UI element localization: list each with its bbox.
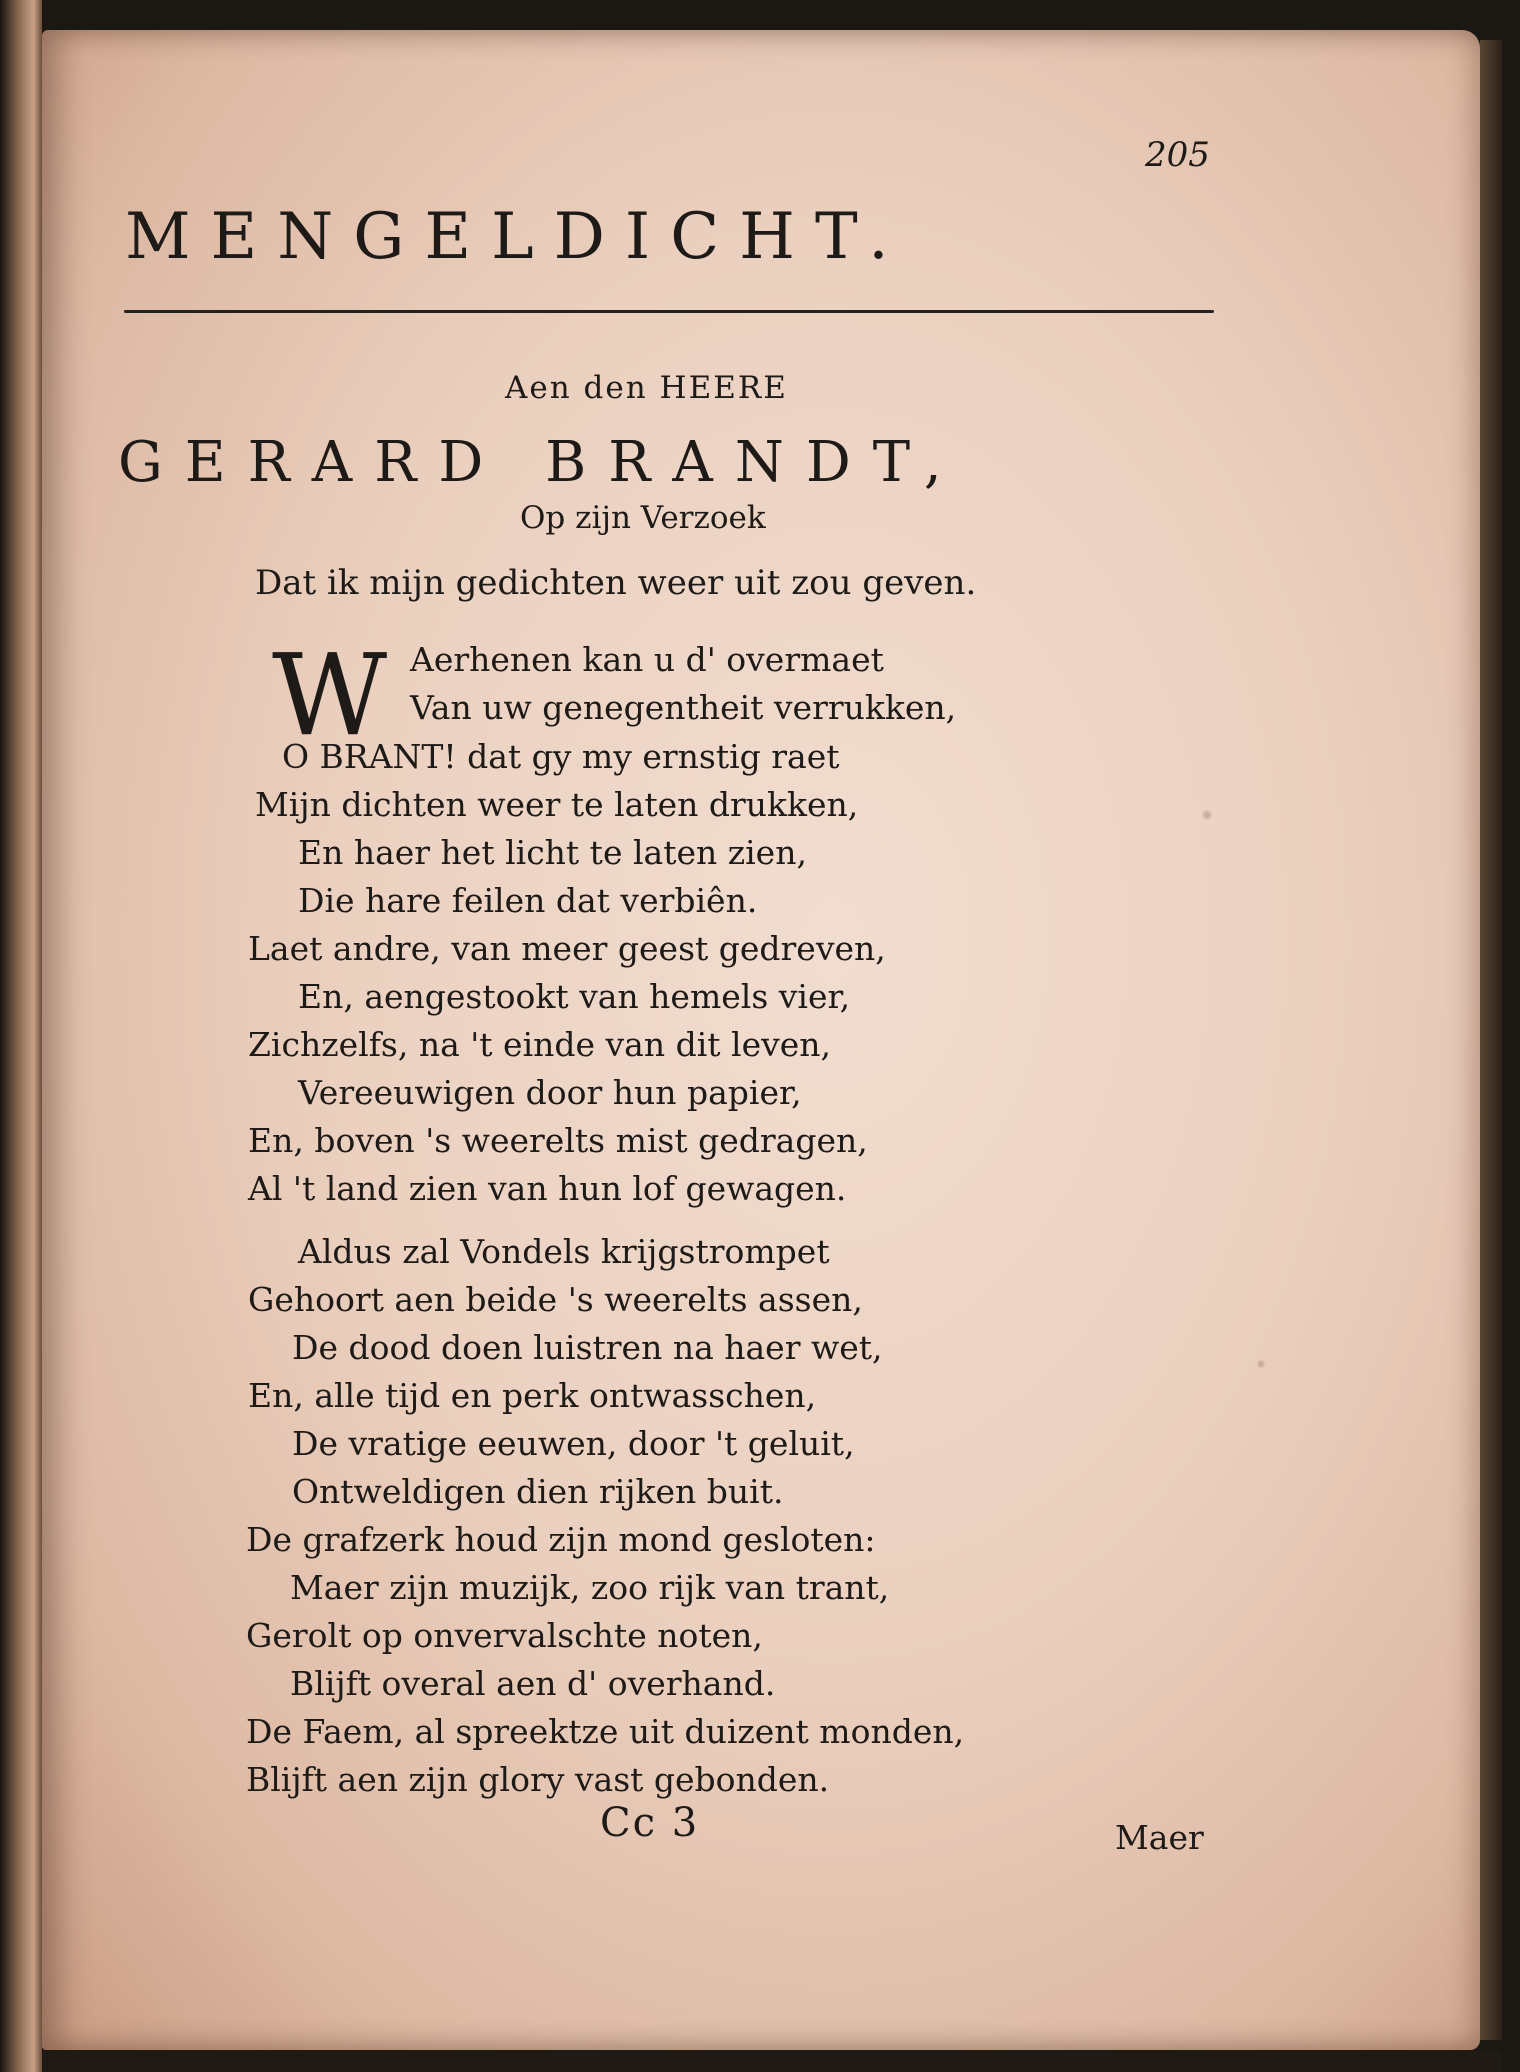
poem-line: Die hare feilen dat verbiên. [298,881,758,920]
signature-mark: Cc 3 [600,1800,700,1846]
poem-line: Blijft overal aen d' overhand. [290,1664,776,1703]
poem-line: En haer het licht te laten zien, [298,833,807,872]
poem-line: En, aengestookt van hemels vier, [298,977,851,1016]
poem-line: Van uw genegentheit verrukken, [410,688,957,727]
poem-line: Aldus zal Vondels krijgstrompet [298,1232,830,1271]
poem-line: Laet andre, van meer geest gedreven, [248,929,886,968]
poem-line: De Faem, al spreektze uit duizent monden, [246,1712,965,1751]
header-rule [124,310,1214,313]
poem-line: De grafzerk houd zijn mond gesloten: [246,1520,876,1559]
poem-line: Gehoort aen beide 's weerelts assen, [248,1280,863,1319]
subtitle-line-1: Op zijn Verzoek [520,500,766,536]
poem-line: En, boven 's weerelts mist gedragen, [248,1121,868,1160]
catchword: Maer [1115,1818,1204,1857]
drop-cap: W [272,631,388,761]
poem-line: Al 't land zien van hun lof gewagen. [248,1169,847,1208]
poem-line: De dood doen luistren na haer wet, [292,1328,883,1367]
poem-line: Zichzelfs, na 't einde van dit leven, [248,1025,832,1064]
poem-line: Vereeuwigen door hun papier, [298,1073,802,1112]
addressee-prefix: Aen den HEERE [505,370,788,406]
addressee-name: GERARD BRANDT, [118,430,964,495]
foxing-spot [1202,810,1212,820]
poem-line: Blijft aen zijn glory vast gebonden. [246,1760,830,1799]
book-fore-edge [1480,40,1502,2040]
poem-line: Ontweldigen dien rijken buit. [292,1472,784,1511]
poem-line: En, alle tijd en perk ontwasschen, [248,1376,817,1415]
foxing-spot [1257,1360,1265,1368]
poem-line: O BRANT! dat gy my ernstig raet [282,737,840,776]
poem-line: Mijn dichten weer te laten drukken, [255,785,859,824]
book-gutter [0,0,42,2072]
poem-line: De vratige eeuwen, door 't geluit, [292,1424,855,1463]
poem-line: Aerhenen kan u d' overmaet [410,640,884,679]
poem-line: Gerolt op onvervalschte noten, [246,1616,763,1655]
section-title: MENGELDICHT. [125,200,909,274]
poem-line: Maer zijn muzijk, zoo rijk van trant, [290,1568,890,1607]
background-table [42,2050,1502,2072]
subtitle-line-2: Dat ik mijn gedichten weer uit zou geven. [255,563,977,603]
page-number: 205 [1145,135,1210,175]
